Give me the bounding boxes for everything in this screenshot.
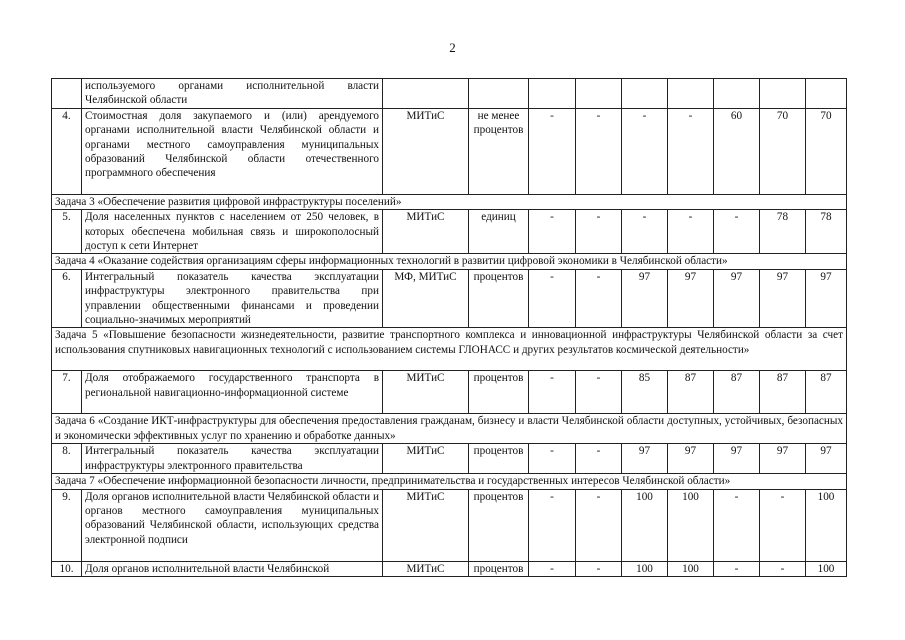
responsible-body: МИТиС [383, 210, 469, 254]
indicator-value: - [529, 444, 576, 474]
indicator-value: 70 [760, 108, 806, 194]
responsible-body: МФ, МИТиС [383, 269, 469, 328]
indicator-value: - [576, 269, 622, 328]
indicator-value: - [576, 444, 622, 474]
indicator-name: Интегральный показатель качества эксплуатации инфраструктуры электронного правительства [82, 444, 383, 474]
indicator-value: 97 [806, 444, 847, 474]
indicator-value [668, 79, 714, 109]
indicator-value: 100 [668, 561, 714, 576]
indicator-value: 60 [714, 108, 760, 194]
indicator-row [52, 371, 847, 414]
indicator-value: 97 [668, 444, 714, 474]
indicator-name: Доля населенных пунктов с населением от 250 человек, в которых обеспечена мобильная связь и широкополосный доступ к сети Интернет [82, 210, 383, 254]
responsible-body: МИТиС [383, 371, 469, 414]
indicator-value: - [760, 489, 806, 561]
indicator-value: 100 [806, 561, 847, 576]
task-row [52, 474, 847, 489]
indicator-value: - [576, 108, 622, 194]
indicator-value: 97 [668, 269, 714, 328]
responsible-body: МИТиС [383, 444, 469, 474]
responsible-body: МИТиС [383, 489, 469, 561]
indicator-value: - [576, 561, 622, 576]
indicator-name: Интегральный показатель качества эксплуатации инфраструктуры электронного правительства при управлении общественными финансами и проведении социально-значимых мероприятий [82, 269, 383, 328]
responsible-body [383, 79, 469, 109]
task-row [52, 254, 847, 269]
indicator-value: - [714, 210, 760, 254]
indicator-row [52, 210, 847, 254]
indicator-number: 9. [52, 489, 82, 561]
indicator-value: 97 [622, 269, 668, 328]
task-row [52, 194, 847, 209]
indicator-value: - [529, 371, 576, 414]
indicator-value: 100 [668, 489, 714, 561]
task-heading: Задача 7 «Обеспечение информационной безопасности личности, предпринимательства и государственных интересов Челябинской области» [52, 474, 847, 489]
page-number: 2 [449, 40, 456, 55]
indicator-value: 100 [622, 561, 668, 576]
indicator-value [806, 79, 847, 109]
indicator-row [52, 561, 847, 576]
responsible-body: МИТиС [383, 108, 469, 194]
indicator-value: - [622, 210, 668, 254]
responsible-body: МИТиС [383, 561, 469, 576]
indicator-value: 78 [760, 210, 806, 254]
indicator-value: 85 [622, 371, 668, 414]
unit-of-measure: процентов [469, 489, 529, 561]
indicator-value [576, 79, 622, 109]
indicator-name: Доля органов исполнительной власти Челябинской [82, 561, 383, 576]
unit-of-measure: процентов [469, 371, 529, 414]
indicator-value: 70 [806, 108, 847, 194]
indicator-value: 87 [714, 371, 760, 414]
indicator-value [760, 79, 806, 109]
indicator-value: 100 [622, 489, 668, 561]
indicator-row [52, 444, 847, 474]
indicator-number: 5. [52, 210, 82, 254]
indicator-value: 87 [760, 371, 806, 414]
indicator-name: используемого органами исполнительной власти Челябинской области [82, 79, 383, 109]
indicator-value: 87 [668, 371, 714, 414]
task-row [52, 414, 847, 444]
indicator-value: - [529, 108, 576, 194]
indicator-value: - [714, 561, 760, 576]
indicator-value [714, 79, 760, 109]
indicator-number: 7. [52, 371, 82, 414]
indicator-name: Доля органов исполнительной власти Челябинской области и органов местного самоуправления муниципальных образований Челябинской области, использующих средства электронной подписи [82, 489, 383, 561]
indicator-value: 97 [714, 269, 760, 328]
task-heading: Задача 5 «Повышение безопасности жизнедеятельности, развитие транспортного комплекса и инновационной инфраструктуры Челябинской области за счет использования спутниковых навигационных технологий с использованием системы ГЛОНАСС и других результатов космической деятельности» [52, 328, 847, 371]
indicator-value: 97 [622, 444, 668, 474]
unit-of-measure: не менее процентов [469, 108, 529, 194]
indicator-number [52, 79, 82, 109]
unit-of-measure: процентов [469, 561, 529, 576]
indicators-table [51, 78, 847, 577]
indicator-value: 97 [806, 269, 847, 328]
indicator-value: - [622, 108, 668, 194]
indicator-row [52, 269, 847, 328]
indicator-row [52, 79, 847, 109]
indicator-value: 78 [806, 210, 847, 254]
task-heading: Задача 3 «Обеспечение развития цифровой инфраструктуры поселений» [52, 194, 847, 209]
unit-of-measure: процентов [469, 444, 529, 474]
indicator-value: - [576, 489, 622, 561]
task-heading: Задача 4 «Оказание содействия организациям сферы информационных технологий в развитии цифровой экономики в Челябинской области» [52, 254, 847, 269]
indicator-number: 6. [52, 269, 82, 328]
task-heading: Задача 6 «Создание ИКТ-инфраструктуры для обеспечения предоставления гражданам, бизнесу и власти Челябинской области доступных, устойчивых, безопасных и экономически эффективных услуг по хранению и обработке данных» [52, 414, 847, 444]
indicator-value: - [668, 108, 714, 194]
indicator-value: - [668, 210, 714, 254]
indicator-value: - [714, 489, 760, 561]
indicator-value: - [529, 210, 576, 254]
indicator-value: 87 [806, 371, 847, 414]
indicator-value: 97 [760, 269, 806, 328]
unit-of-measure: единиц [469, 210, 529, 254]
indicator-row [52, 108, 847, 194]
indicator-value: - [529, 489, 576, 561]
task-row [52, 328, 847, 371]
indicator-number: 4. [52, 108, 82, 194]
indicator-value: 97 [760, 444, 806, 474]
indicator-value: - [529, 269, 576, 328]
indicator-value [529, 79, 576, 109]
indicator-number: 10. [52, 561, 82, 576]
indicator-name: Стоимостная доля закупаемого и (или) арендуемого органами исполнительной власти Челябинской области и органами местного самоуправления муниципальных образований Челябинской области отечественного программного обеспечения [82, 108, 383, 194]
indicator-value: 100 [806, 489, 847, 561]
indicator-value: - [529, 561, 576, 576]
indicator-value [622, 79, 668, 109]
indicator-value: 97 [714, 444, 760, 474]
indicator-value: - [760, 561, 806, 576]
indicator-row [52, 489, 847, 561]
unit-of-measure: процентов [469, 269, 529, 328]
indicator-name: Доля отображаемого государственного транспорта в региональной навигационно-информационной системе [82, 371, 383, 414]
indicator-value: - [576, 371, 622, 414]
table-body [52, 79, 847, 577]
unit-of-measure [469, 79, 529, 109]
indicator-number: 8. [52, 444, 82, 474]
indicator-value: - [576, 210, 622, 254]
